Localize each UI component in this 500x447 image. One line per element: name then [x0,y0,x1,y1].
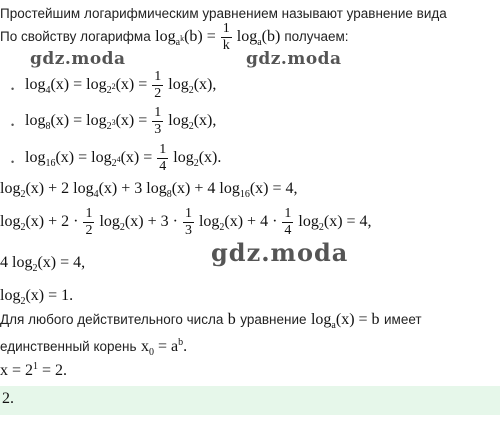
unique-root-middle: уравнение [240,312,307,327]
fraction-1-over-4: $\frac{1}{4}$ [159,142,167,174]
fraction-1-over-2: $\frac{1}{2}$ [154,69,162,101]
fraction-1-over-2: $\frac{1}{2}$ [85,206,93,238]
unique-root-line-2: единственный корень $x_0 = a^b$. [0,337,188,358]
expanded-equation: $\log_2(x) + 2$ · $\frac{1}{2}$ $\log_2(x) + 3$ · $\frac{1}{3}$ $\log_2(x) + 4$ · $\frac{1}{4}$ $\log_2(x) = 4$, [0,206,372,238]
property-suffix: получаем: [284,29,349,45]
simplified-equation: $\log_2(x) = 1$. [0,287,74,307]
intro-text: Простейшим логарифмическим уравнением называют уравнение вида [0,6,447,21]
bullet-line-log16: $\log_{16}(x) = \log_{2^4}(x)$ = $\frac{1}{4}$ $\log_2(x)$. [25,142,222,174]
bullet-icon: • [11,84,15,94]
watermark: gdz.moda [211,238,349,267]
bullet-line-log4: $\log_4(x) = \log_{2^2}(x)$ = $\frac{1}{2}$ $\log_2(x)$, [25,69,217,101]
watermark: gdz.moda [30,49,126,69]
property-formula: $\log_{a^k}(b)$ = $\frac{1}{k}$ $\log_a(b)$ [155,21,285,53]
solution-equation: $x = 2^1 = 2$. [0,361,68,379]
fraction-1-over-4: $\frac{1}{4}$ [284,206,292,238]
property-prefix: По свойству логарифма [0,29,151,45]
fraction-1-over-3: $\frac{1}{3}$ [154,105,162,137]
watermark: gdz.moda [246,49,342,69]
sum-equation: $\log_2(x) + 2$ $\log_4(x) + 3$ $\log_8(x) + 4$ $\log_{16}(x) = 4$, [0,180,298,200]
fraction-1-over-3: $\frac{1}{3}$ [184,206,192,238]
unique-root-prefix: Для любого действительного числа [0,312,224,327]
answer-value: 2. [2,390,14,407]
unique-root-suffix: имеет [384,312,422,327]
unique-root-line2-text: единственный корень [0,339,137,354]
bullet-icon: • [11,157,15,167]
bullet-icon: • [11,120,15,130]
bullet-line-log8: $\log_8(x) = \log_{2^3}(x)$ = $\frac{1}{3}$ $\log_2(x)$, [25,105,217,137]
answer-box [0,386,500,415]
combined-equation: 4 $\log_2(x) = 4$, [0,254,86,274]
fraction-1-over-k: $\frac{1}{k}$ [222,21,230,53]
unique-root-line-1: Для любого действительного числа b уравнение $\log_a(x) = b$ имеет [0,311,422,331]
